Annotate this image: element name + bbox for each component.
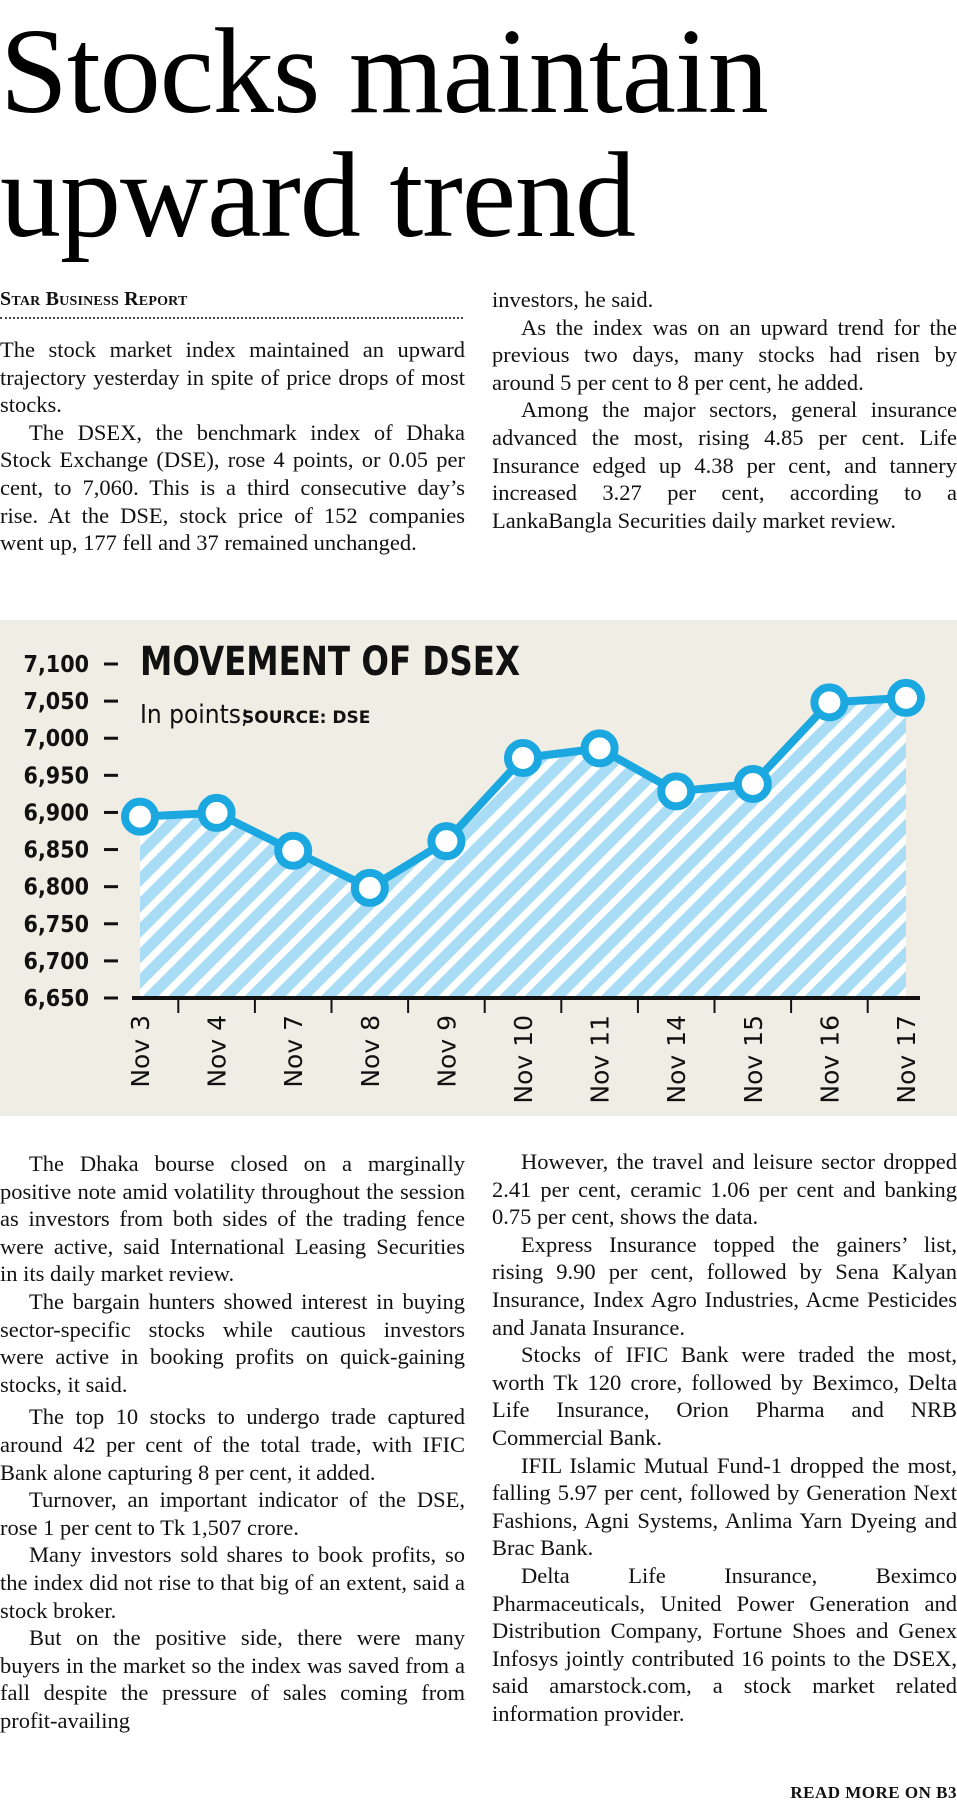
data-point — [738, 769, 768, 799]
y-tick-label: 6,750 — [23, 911, 89, 938]
y-tick-label: 7,050 — [23, 689, 89, 716]
paragraph: Among the major sectors, general insurance advanced the most, rising 4.85 per cent. Life Insurance edged up 4.38 per cent, and tannery increased 3.27 per cent, according to a LankaBangla Securities daily market review. — [492, 397, 957, 533]
article-column-2 — [492, 286, 957, 534]
y-tick-label: 6,700 — [23, 948, 89, 975]
paragraph: investors, he said. — [492, 287, 654, 312]
data-point — [355, 873, 385, 903]
paragraph: But on the positive side, there were many buyers in the market so the index was saved from a fall despite the pressure of sales coming from profit-availing — [0, 1625, 465, 1733]
paragraph: The stock market index maintained an upward trajectory yesterday in spite of price drops of most stocks. — [0, 337, 465, 418]
y-tick-label: 6,800 — [23, 874, 89, 901]
chart-subtitle: In points; — [140, 700, 249, 730]
paragraph: The DSEX, the benchmark index of Dhaka Stock Exchange (DSE), rose 4 points, or 0.05 per cent, to 7,060. This is a third consecutive day’s rise. At the DSE, stock price of 152 companies went up, 177 fell and 37 remained unchanged. — [0, 419, 465, 556]
paragraph: Stocks of IFIC Bank were traded the most, worth Tk 120 crore, followed by Beximco, Delta Life Insurance, Orion Pharma and NRB Commercial Bank. — [492, 1342, 957, 1450]
x-tick-label: Nov 17 — [892, 1015, 921, 1104]
y-tick-label: 6,950 — [23, 763, 89, 790]
x-tick-label: Nov 16 — [815, 1015, 845, 1104]
dsex-chart — [0, 620, 957, 1116]
paragraph: Turnover, an important indicator of the DSE, rose 1 per cent to Tk 1,507 crore. — [0, 1487, 465, 1540]
data-point — [508, 743, 538, 773]
x-tick-label: Nov 15 — [738, 1015, 768, 1104]
paragraph: The bargain hunters showed interest in buying sector-specific stocks while cautious investors were active in booking profits on quick-gaining stocks, it said. — [0, 1288, 465, 1397]
x-tick-label: Nov 11 — [585, 1015, 615, 1104]
data-point — [431, 826, 461, 856]
paragraph: Delta Life Insurance, Beximco Pharmaceuticals, United Power Generation and Distribution Company, Fortune Shoes and Genex Infosys jointly contributed 16 points to the DSEX, said amarstock.com, a stock market related information provider. — [492, 1562, 957, 1726]
x-tick-label: Nov 3 — [126, 1015, 155, 1088]
x-tick-label: Nov 7 — [279, 1015, 309, 1088]
data-point — [891, 683, 921, 713]
x-tick-label: Nov 8 — [355, 1015, 385, 1088]
headline: Stocks maintain upward trend — [0, 4, 768, 263]
y-tick-label: 6,650 — [23, 986, 89, 1012]
x-tick-label: Nov 14 — [662, 1015, 692, 1104]
chart-svg — [0, 620, 957, 1116]
paragraph: The top 10 stocks to undergo trade captured around 42 per cent of the total trade, with IFIC Bank alone capturing 8 per cent, it added. — [0, 1404, 465, 1485]
data-point — [814, 687, 844, 717]
y-tick-label: 6,850 — [23, 837, 89, 864]
article-column-1 — [0, 336, 465, 557]
paragraph: The Dhaka bourse closed on a marginally positive note amid volatility throughout the session as investors from both sides of the trading fence were active, said International Leasing Securities in its daily market review. — [0, 1151, 465, 1287]
paragraph: IFIL Islamic Mutual Fund-1 dropped the most, falling 5.97 per cent, followed by Generation Next Fashions, Agni Systems, Anlima Yarn Dyeing and Brac Bank. — [492, 1452, 957, 1561]
y-tick-label: 7,000 — [23, 726, 89, 753]
paragraph: However, the travel and leisure sector dropped 2.41 per cent, ceramic 1.06 per cent and banking 0.75 per cent, shows the data. — [492, 1149, 957, 1230]
read-more-link[interactable]: READ MORE ON B3 — [790, 1783, 957, 1802]
x-tick-label: Nov 10 — [509, 1015, 538, 1104]
data-point — [585, 733, 615, 763]
paragraph: As the index was on an upward trend for the previous two days, many stocks had risen by around 5 per cent to 8 per cent, he added. — [492, 314, 957, 395]
paragraph: Many investors sold shares to book profits, so the index did not rise to that big of an extent, said a stock broker. — [0, 1542, 465, 1623]
data-point — [202, 798, 232, 828]
data-point — [125, 802, 155, 832]
article-column-3 — [0, 1150, 465, 1734]
byline: Star Business Report — [0, 288, 463, 319]
y-tick-label: 7,100 — [23, 652, 89, 678]
chart-title: MOVEMENT OF DSEX — [140, 639, 521, 685]
data-point — [661, 776, 691, 806]
paragraph: Express Insurance topped the gainers’ list, rising 9.90 per cent, followed by Sena Kalyan Insurance, Index Agro Industries, Acme Pesticides and Janata Insurance. — [492, 1231, 957, 1340]
article-column-4 — [492, 1148, 957, 1727]
x-tick-label: Nov 4 — [202, 1015, 232, 1088]
data-point — [278, 836, 308, 866]
y-tick-label: 6,900 — [23, 800, 89, 827]
x-tick-label: Nov 9 — [432, 1015, 462, 1088]
chart-source: SOURCE: DSE — [242, 708, 371, 728]
